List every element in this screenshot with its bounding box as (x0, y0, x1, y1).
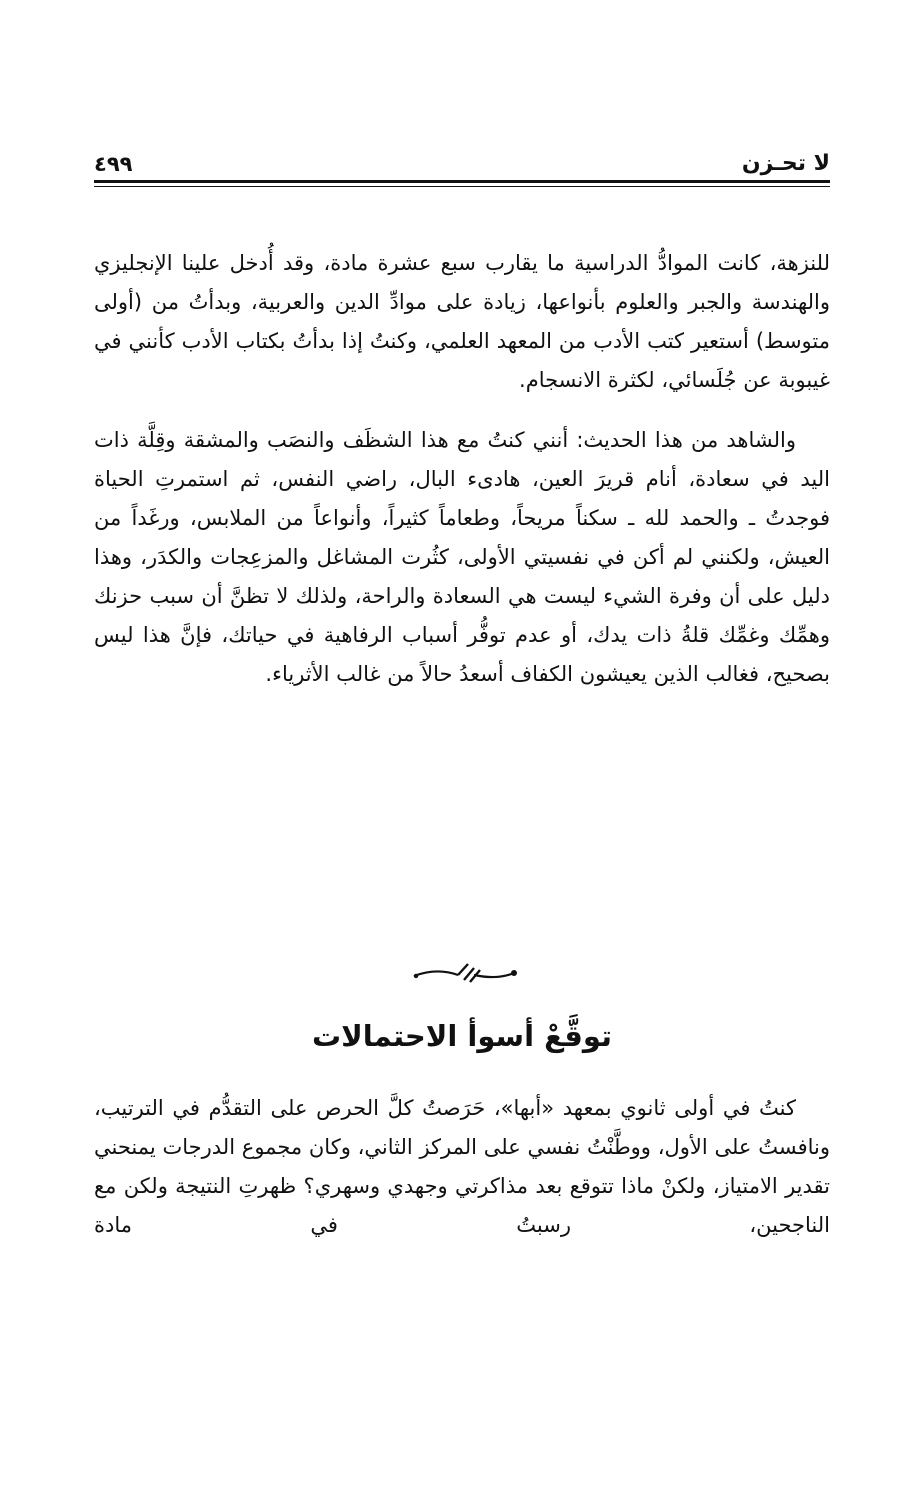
running-header (94, 150, 830, 180)
header-rule-thin (94, 186, 830, 187)
header-rule-thick (94, 180, 830, 183)
section-heading: توقَّعْ أسوأ الاحتمالات (312, 1019, 612, 1053)
main-text (94, 244, 830, 694)
decorative-divider-icon (410, 960, 520, 986)
paragraph-continuation: للنزهة، كانت الموادُّ الدراسية ما يقارب سبع عشرة مادة، وقد أُدخل علينا الإنجليزي والهندسة والجبر والعلوم بأنواعها، زيادة على موادِّ الدين والعربية، وبدأتُ من (أولى متوسط) أستعير كتب الأدب من المعهد العلمي، وكنتُ إذا بدأتُ بكتاب الأدب كأنني في غيبوبة عن جُلَسائي، لكثرة الانسجام. (94, 251, 830, 392)
paragraph-testimony: والشاهد من هذا الحديث: أنني كنتُ مع هذا الشظَف والنصَب والمشقة وقِلَّة ذات اليد في سعادة، أنام قريرَ العين، هادىء البال، راضي النفس، ثم استمرتِ الحياة فوجدتُ ـ والحمد لله ـ سكناً مريحاً، وطعاماً كثيراً، وأنواعاً من الملابس، ورغَداً من العيش، ولكنني لم أكن في نفسيتي الأولى، كثُرت المشاغل والمزعِجات والكدَر، وهذا دليل على أن وفرة الشيء ليست هي السعادة والراحة، ولذلك لا تظنَّ أن سبب حزنك وهمِّك وغمِّك قلةُ ذات يدك، أو عدم توفُّر أسباب الرفاهية في حياتك، فإنَّ هذا ليس بصحيح، فغالب الذين يعيشون الكفاف أسعدُ حالاً من غالب الأثرياء. (94, 428, 830, 686)
page-number: ٤٩٩ (94, 152, 133, 176)
section-text (94, 1089, 830, 1245)
paragraph-section: كنتُ في أولى ثانوي بمعهد «أبها»، حَرَصتُ كلَّ الحرص على التقدُّم في الترتيب، ونافستُ على الأول، ووطَّنْتُ نفسي على المركز الثاني، وكان مجموع الدرجات يمنحني تقدير الامتياز، ولكنْ ماذا تتوقع بعد مذاكرتي وجهدي وسهري؟ ظهرتِ النتيجة ولكن مع الناجحين، رسبتُ في مادة (94, 1096, 830, 1237)
book-title: لا تحـزن (741, 151, 830, 176)
